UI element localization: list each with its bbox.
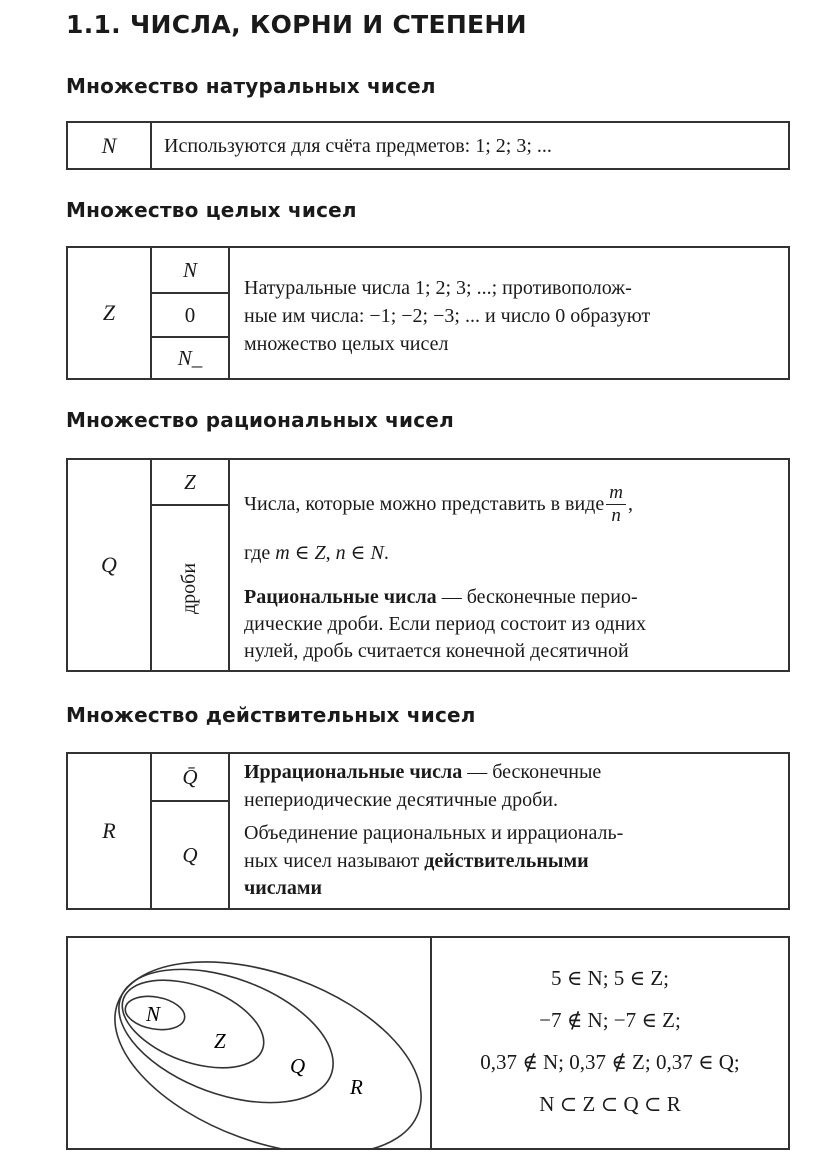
label-N: N [146,1002,161,1026]
table-integers [66,246,790,380]
symbol-Q: Q [101,552,117,577]
label-Z: Z [214,1029,226,1053]
natural-description: Используются для счёта предметов: 1; 2; 3; ... [164,135,552,157]
relations-panel [432,938,788,1148]
part-Z: Z [184,469,196,494]
real-irrational-line-2: непериодические десятичные дроби. [244,789,558,811]
rational-definition-line-2: дические дроби. Если период состоит из одних [244,613,646,635]
part-irrational: Q̄ [182,764,198,789]
real-irrational-line-1: Иррациональные числа — бесконечные [244,761,602,783]
table-diagram [66,936,790,1150]
part-Q: Q [182,842,198,867]
relation-1: 5 ∈ N; 5 ∈ Z; [550,966,669,990]
table-rational [66,458,790,672]
label-R: R [350,1075,363,1099]
relation-2: −7 ∉ N; −7 ∈ Z; [539,1008,681,1032]
relation-4: N ⊂ Z ⊂ Q ⊂ R [539,1092,681,1116]
rational-line-2: где m ∈ Z, n ∈ N. [244,542,389,564]
real-union-line-1: Объединение рациональных и иррациональ- [244,822,624,844]
real-union-line-3: числами [244,877,323,899]
heading-integers: Множество целых чисел [66,198,357,222]
part-N-minus: N_ [177,345,203,370]
heading-rational: Множество рациональных чисел [66,408,454,432]
fraction-m-over-n: $\frac{m}{n}$ [606,482,626,527]
real-union-line-2: ных чисел называют действительными [244,850,589,872]
rational-line-1: Числа, которые можно представить в виде $\frac{m}{n}$ , [244,482,633,526]
integers-line-3: множество целых чисел [244,333,449,355]
label-Q: Q [290,1054,306,1078]
symbol-N: N [101,132,117,158]
integers-line-1: Натуральные числа 1; 2; 3; ...; противополож- [244,277,632,299]
part-zero: 0 [184,302,196,327]
relation-3: 0,37 ∉ N; 0,37 ∉ Z; 0,37 ∈ Q; [480,1050,740,1074]
euler-diagram [68,938,428,1148]
heading-real: Множество действительных чисел [66,703,476,727]
rational-definition-line-3: нулей, дробь считается конечной десятичной [244,640,629,662]
part-N: N [182,257,197,282]
table-real [66,752,790,910]
part-fractions: дроби [178,562,201,614]
symbol-R: R [102,818,116,843]
heading-natural: Множество натуральных чисел [66,74,436,98]
ellipse-R [89,938,428,1148]
table-natural [66,121,790,170]
page-title: 1.1. ЧИСЛА, КОРНИ И СТЕПЕНИ [66,10,527,39]
symbol-Z: Z [102,300,116,325]
rational-definition-line-1: Рациональные числа — бесконечные перио- [244,586,638,608]
integers-line-2: ные им числа: −1; −2; −3; ... и число 0 образуют [244,305,651,327]
